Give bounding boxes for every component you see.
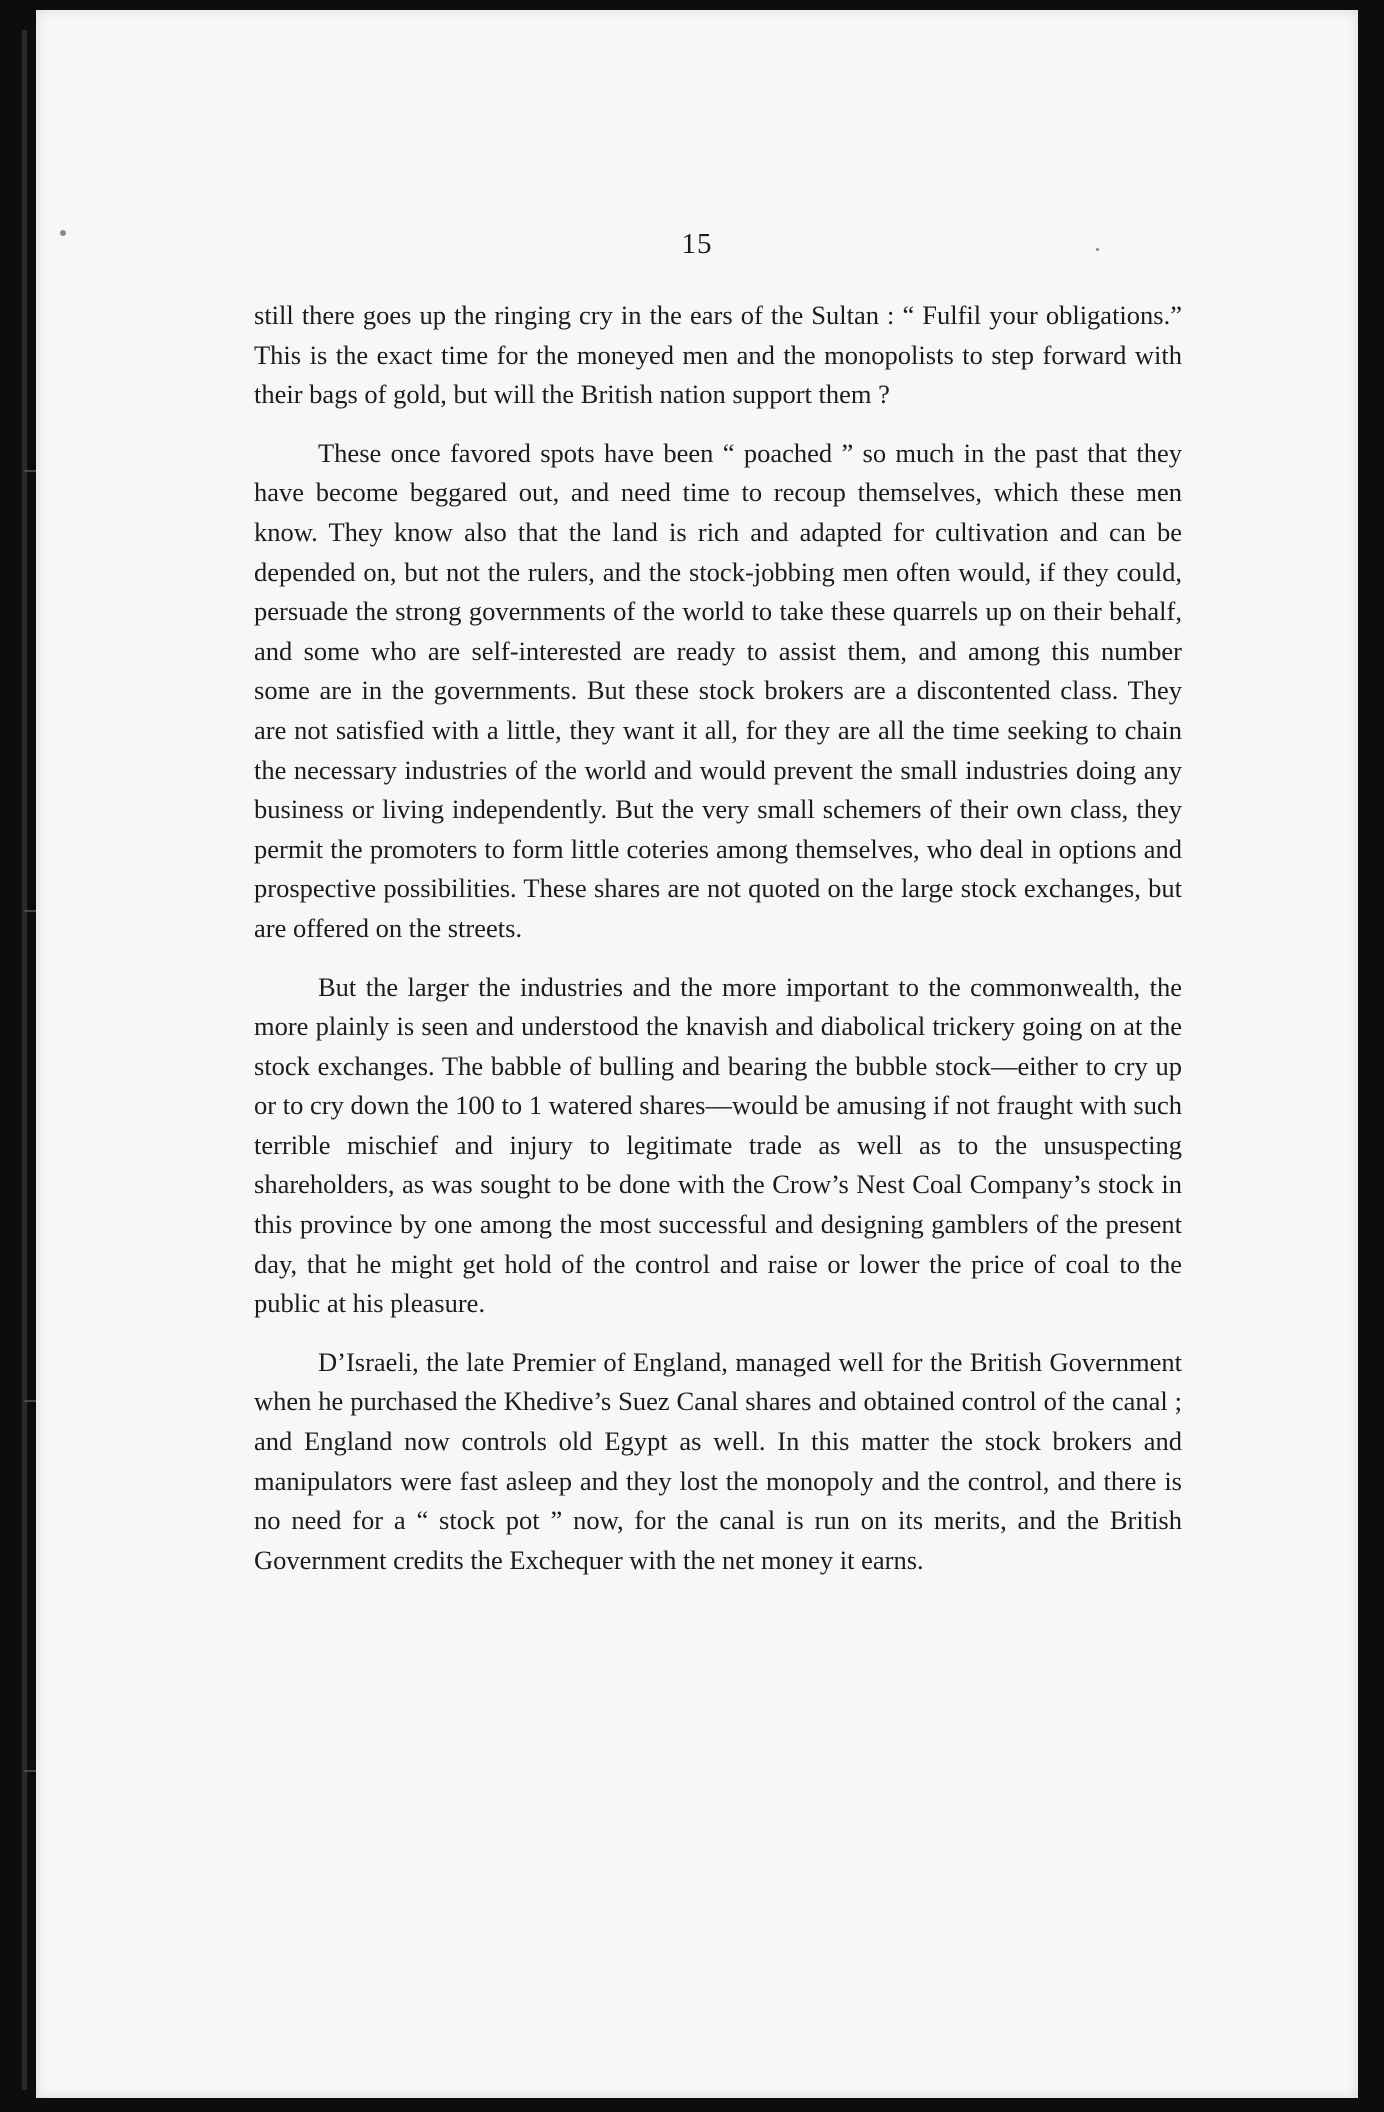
- scanned-page: [36, 10, 1358, 2098]
- binding-mark: [24, 470, 36, 472]
- paragraph: But the larger the industries and the more important to the commonwealth, the more plainly is seen and understood the knavish and diabolical trickery going on at the stock exchanges. The babble of bulling and bearing the bubble stock—either to cry up or to cry down the 100 to 1 watered shares—would be amusing if not fraught with such terrible mischief and injury to legitimate trade as well as to the unsuspecting shareholders, as was sought to be done with the Crow’s Nest Coal Company’s stock in this province by one among the most successful and designing gamblers of the present day, that he might get hold of the control and raise or lower the price of coal to the public at his pleasure.: [254, 971, 1182, 1319]
- page-number: 15: [681, 228, 713, 260]
- paragraph: still there goes up the ringing cry in the ears of the Sultan : “ Fulfil your obligations.” This is the exact time for the moneyed men and the monopolists to step forward with their bags of gold, but will the British nation support them ?: [254, 300, 1182, 410]
- paragraph: These once favored spots have been “ poached ” so much in the past that they have become beggared out, and need time to recoup themselves, which these men know. They know also that the land is rich and adapted for cultivation and can be depended on, but not the rulers, and the stock-jobbing men often would, if they could, persuade the strong governments of the world to take these quarrels up on their behalf, and some who are self-interested are ready to assist them, and among this number some are in the governments. But these stock brokers are a discontented class. They are not satisfied with a little, they want it all, for they are all the time seeking to chain the necessary industries of the world and would prevent the small industries doing any business or living independently. But the very small schemers of their own class, they permit the promoters to form little coteries among themselves, who deal in options and prospective possibilities. These shares are not quoted on the large stock exchanges, but are offered on the streets.: [254, 437, 1182, 943]
- body-text: [254, 296, 1182, 1599]
- binding-edge: [22, 30, 27, 2090]
- binding-mark: [24, 1400, 36, 1402]
- binding-mark: [24, 1770, 36, 1772]
- paragraph: D’Israeli, the late Premier of England, managed well for the British Government when he purchased the Khedive’s Suez Canal shares and obtained control of the canal ; and England now controls old Egypt as well. In this matter the stock brokers and manipulators were fast asleep and they lost the monopoly and the control, and there is no need for a “ stock pot ” now, for the canal is run on its merits, and the British Government credits the Exchequer with the net money it earns.: [254, 1346, 1182, 1575]
- binding-mark: [24, 910, 36, 912]
